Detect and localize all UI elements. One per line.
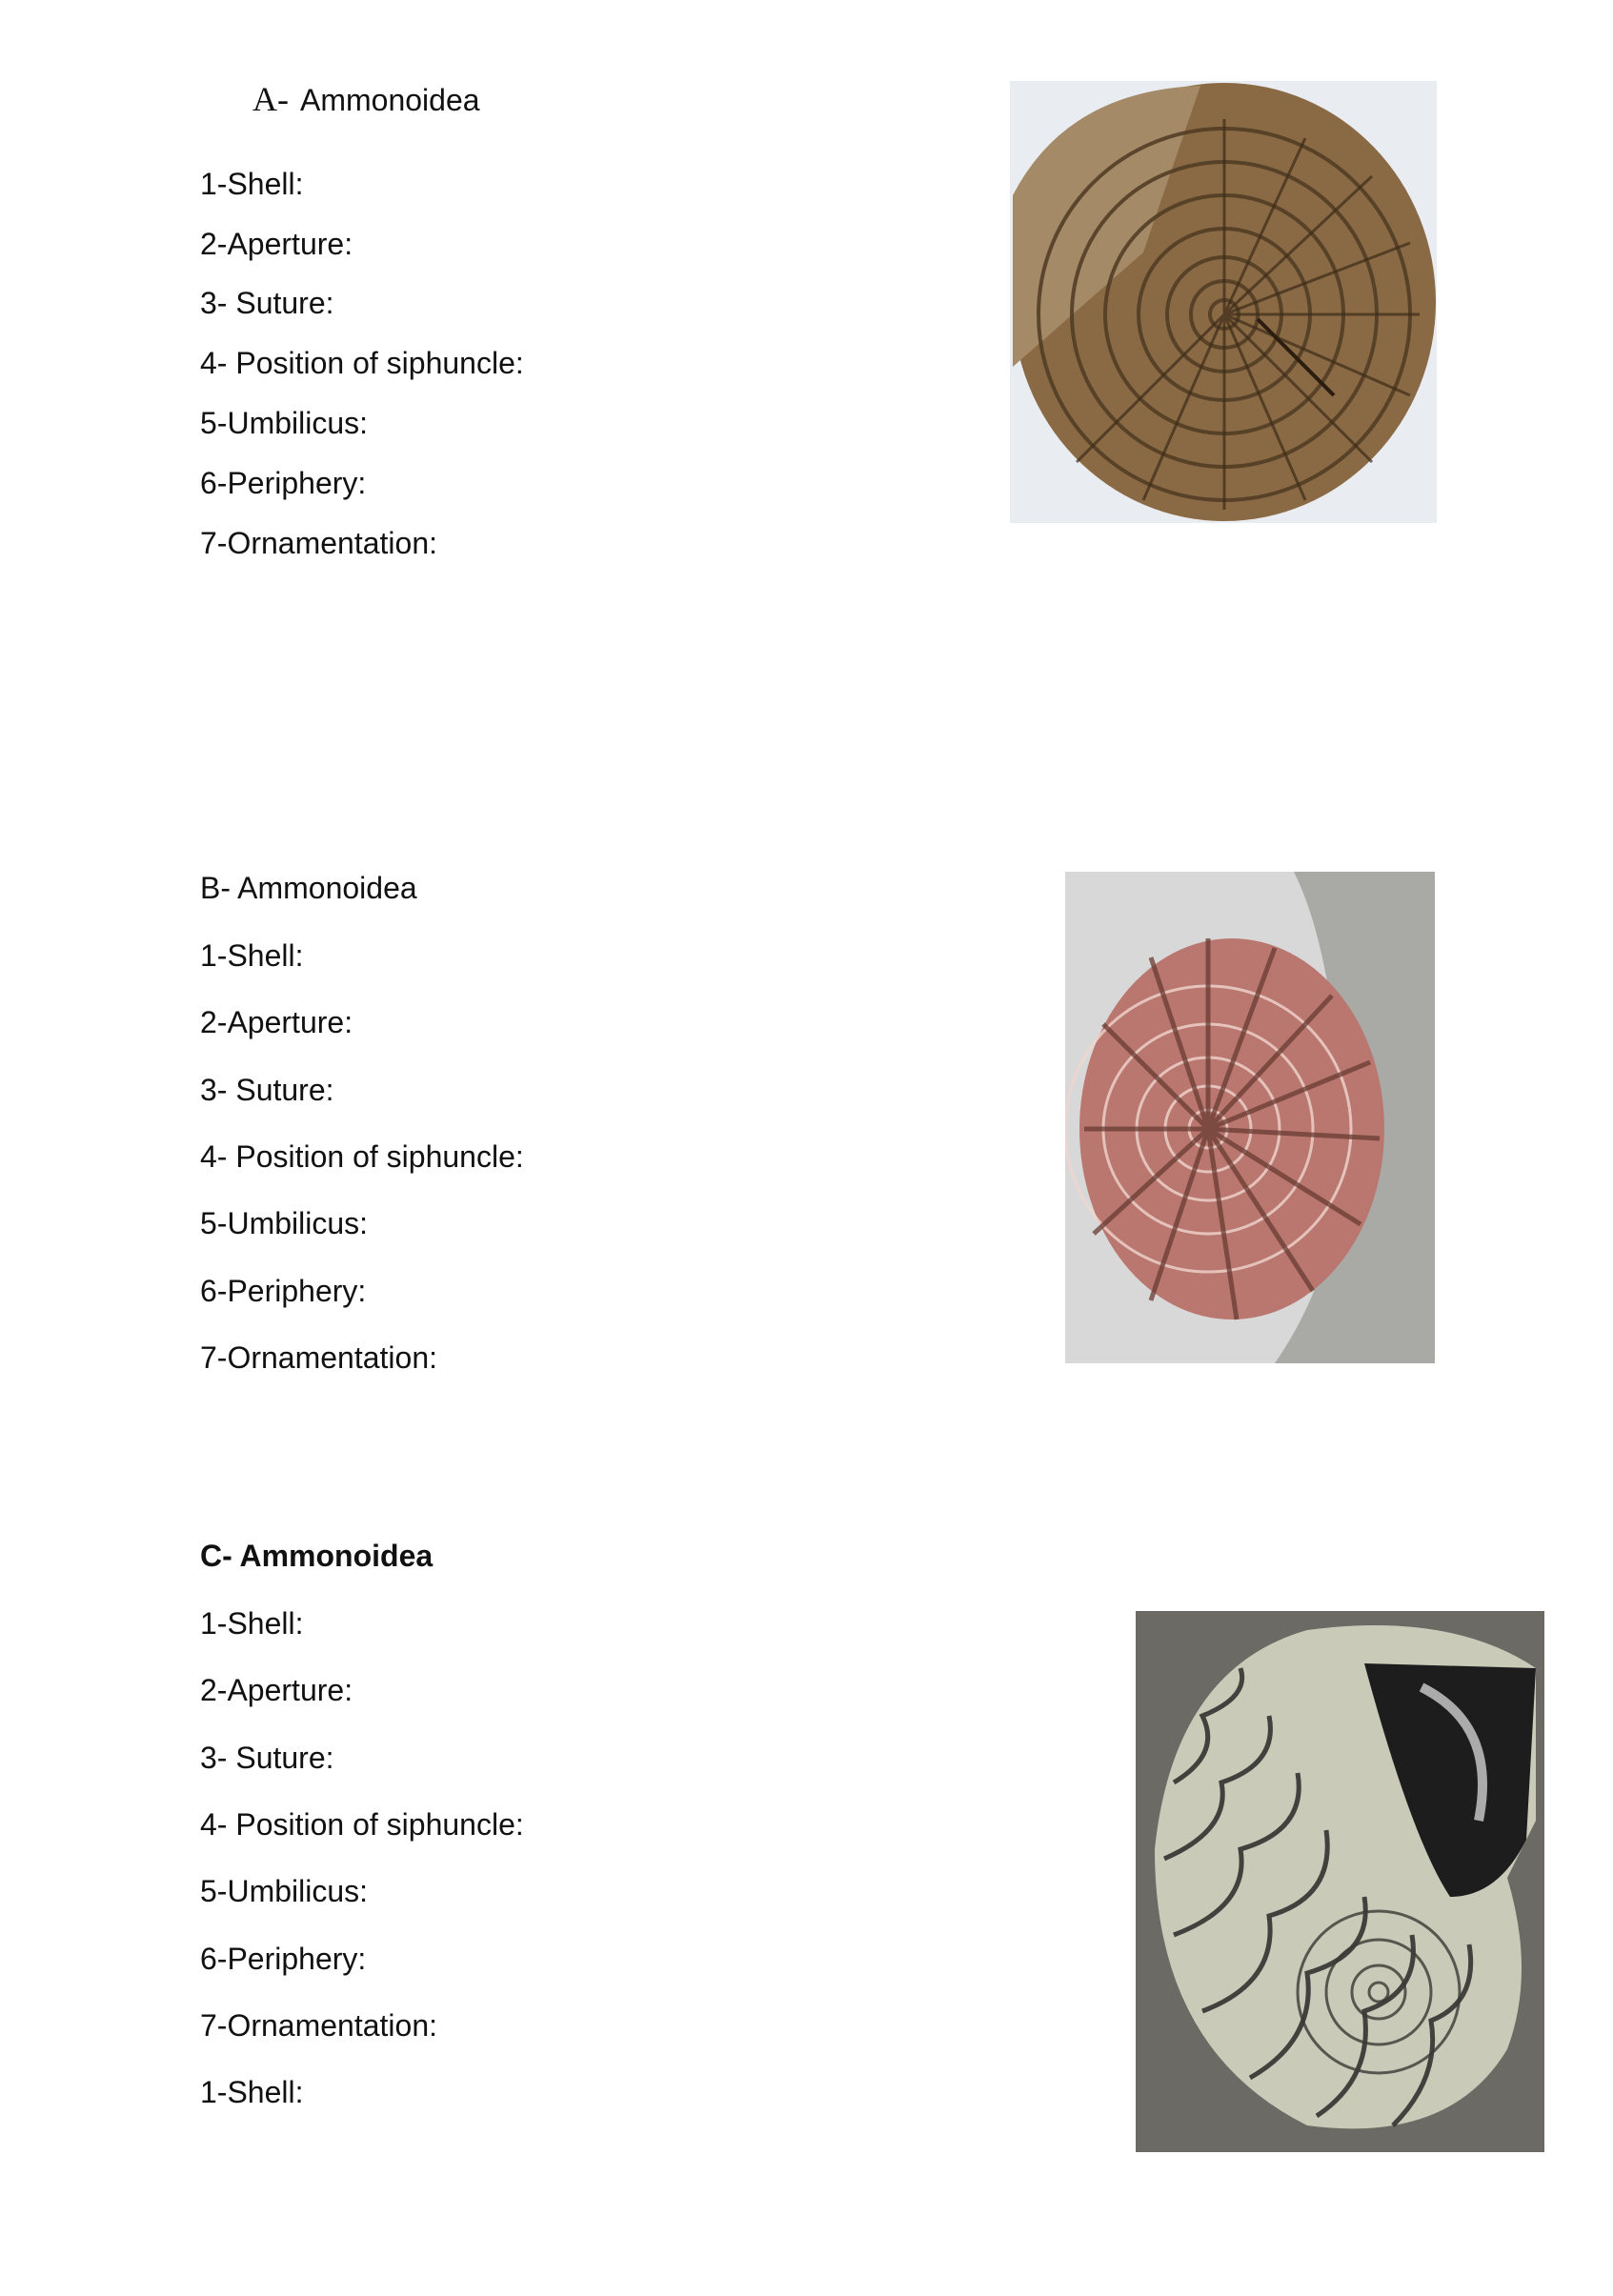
ammonite-a-illustration bbox=[1010, 81, 1437, 523]
ammonite-photo-c bbox=[1136, 1611, 1544, 2152]
section-b-field-umbilicus: 5-Umbilicus: bbox=[200, 1206, 369, 1240]
section-c-field-shell: 1-Shell: bbox=[200, 1606, 304, 1641]
section-a-field-umbilicus: 5-Umbilicus: bbox=[200, 406, 369, 440]
section-a-prefix: A- bbox=[252, 80, 289, 118]
ammonite-photo-a bbox=[1010, 81, 1437, 523]
section-c-heading: C- Ammonoidea bbox=[200, 1539, 433, 1573]
section-b-field-siphuncle: 4- Position of siphuncle: bbox=[200, 1139, 524, 1174]
section-c-field-shell-repeat: 1-Shell: bbox=[200, 2075, 304, 2109]
section-c-field-umbilicus: 5-Umbilicus: bbox=[200, 1874, 369, 1908]
section-a-field-periphery: 6-Periphery: bbox=[200, 466, 367, 500]
section-b-field-ornamentation: 7-Ornamentation: bbox=[200, 1340, 438, 1375]
section-b-field-periphery: 6-Periphery: bbox=[200, 1274, 367, 1308]
section-b-field-shell: 1-Shell: bbox=[200, 938, 304, 973]
ammonite-c-illustration bbox=[1136, 1611, 1544, 2152]
section-a-title: Ammonoidea bbox=[300, 83, 480, 117]
section-b-heading: B- Ammonoidea bbox=[200, 871, 417, 905]
section-b-field-aperture: 2-Aperture: bbox=[200, 1005, 353, 1039]
section-a-field-ornamentation: 7-Ornamentation: bbox=[200, 526, 438, 560]
section-a-field-siphuncle: 4- Position of siphuncle: bbox=[200, 346, 524, 380]
ammonite-photo-b bbox=[1065, 872, 1435, 1363]
section-a-field-aperture: 2-Aperture: bbox=[200, 227, 353, 261]
section-c-field-ornamentation: 7-Ornamentation: bbox=[200, 2008, 438, 2043]
section-a-heading bbox=[252, 80, 480, 119]
section-c-field-siphuncle: 4- Position of siphuncle: bbox=[200, 1807, 524, 1842]
section-c-field-aperture: 2-Aperture: bbox=[200, 1673, 353, 1707]
section-a-field-shell: 1-Shell: bbox=[200, 167, 304, 201]
section-a-field-suture: 3- Suture: bbox=[200, 286, 334, 320]
section-c-field-periphery: 6-Periphery: bbox=[200, 1942, 367, 1976]
section-c-field-suture: 3- Suture: bbox=[200, 1741, 334, 1775]
section-b-field-suture: 3- Suture: bbox=[200, 1073, 334, 1107]
ammonite-b-illustration bbox=[1065, 872, 1435, 1363]
